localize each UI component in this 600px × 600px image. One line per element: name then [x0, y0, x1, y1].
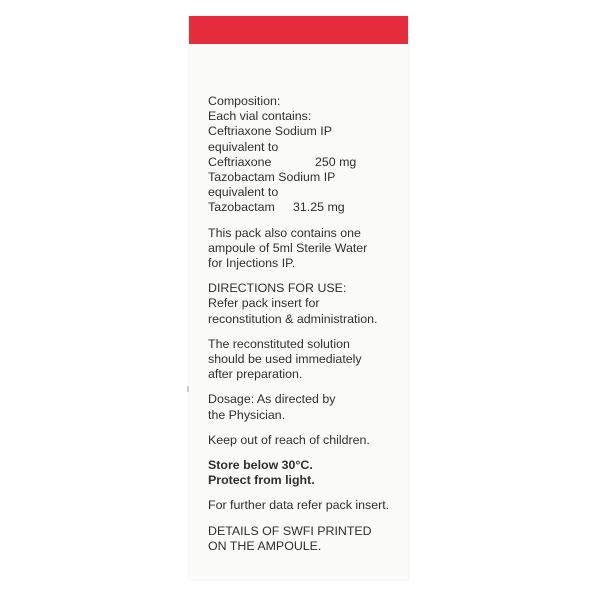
- ceftriaxone-sodium-line: Ceftriaxone Sodium IP: [208, 124, 332, 139]
- pack-line-2: ampoule of 5ml Sterile Water: [208, 240, 368, 255]
- swfi-line-2: ON THE AMPOULE.: [208, 538, 322, 553]
- directions-line-1: Refer pack insert for: [208, 296, 320, 311]
- tazobactam-equivalent-line: equivalent to: [208, 185, 279, 200]
- swfi-section: [208, 524, 408, 554]
- reconstituted-line-2: should be used immediately: [208, 352, 362, 367]
- ceftriaxone-amount: 250 mg: [315, 154, 357, 169]
- dosage-section: [208, 392, 408, 422]
- children-warning: Keep out of reach of children.: [208, 432, 370, 447]
- directions-heading: DIRECTIONS FOR USE:: [208, 281, 347, 296]
- dosage-line-1: Dosage: As directed by: [208, 392, 336, 407]
- label-text: [208, 94, 408, 554]
- storage-section: [208, 458, 408, 488]
- dosage-line-2: the Physician.: [208, 407, 286, 422]
- storage-light: Protect from light.: [208, 473, 315, 488]
- composition-section: [208, 94, 408, 216]
- storage-temperature: Store below 30°C.: [208, 458, 313, 473]
- ceftriaxone-row: [208, 155, 408, 170]
- reconstituted-line-1: The reconstituted solution: [208, 336, 350, 351]
- further-data-line: For further data refer pack insert.: [208, 498, 390, 513]
- red-band: [189, 16, 408, 44]
- edge-mark: [187, 386, 189, 392]
- pack-line-1: This pack also contains one: [208, 225, 361, 240]
- pack-contents-section: [208, 226, 408, 272]
- directions-section: [208, 281, 408, 327]
- directions-line-2: reconstitution & administration.: [208, 311, 378, 326]
- ceftriaxone-equivalent-line: equivalent to: [208, 139, 279, 154]
- ceftriaxone-name: Ceftriaxone: [208, 154, 272, 169]
- swfi-line-1: DETAILS OF SWFI PRINTED: [208, 523, 372, 538]
- carton-panel: [189, 16, 408, 580]
- each-vial-line: Each vial contains:: [208, 109, 312, 124]
- tazobactam-row: [208, 200, 408, 215]
- composition-heading: Composition:: [208, 94, 281, 108]
- reconstituted-section: [208, 337, 408, 383]
- tazobactam-name: Tazobactam: [208, 200, 275, 215]
- tazobactam-amount: 31.25 mg: [293, 200, 345, 215]
- pack-line-3: for Injections IP.: [208, 256, 296, 270]
- reconstituted-line-3: after preparation.: [208, 367, 303, 382]
- tazobactam-sodium-line: Tazobactam Sodium IP: [208, 170, 336, 184]
